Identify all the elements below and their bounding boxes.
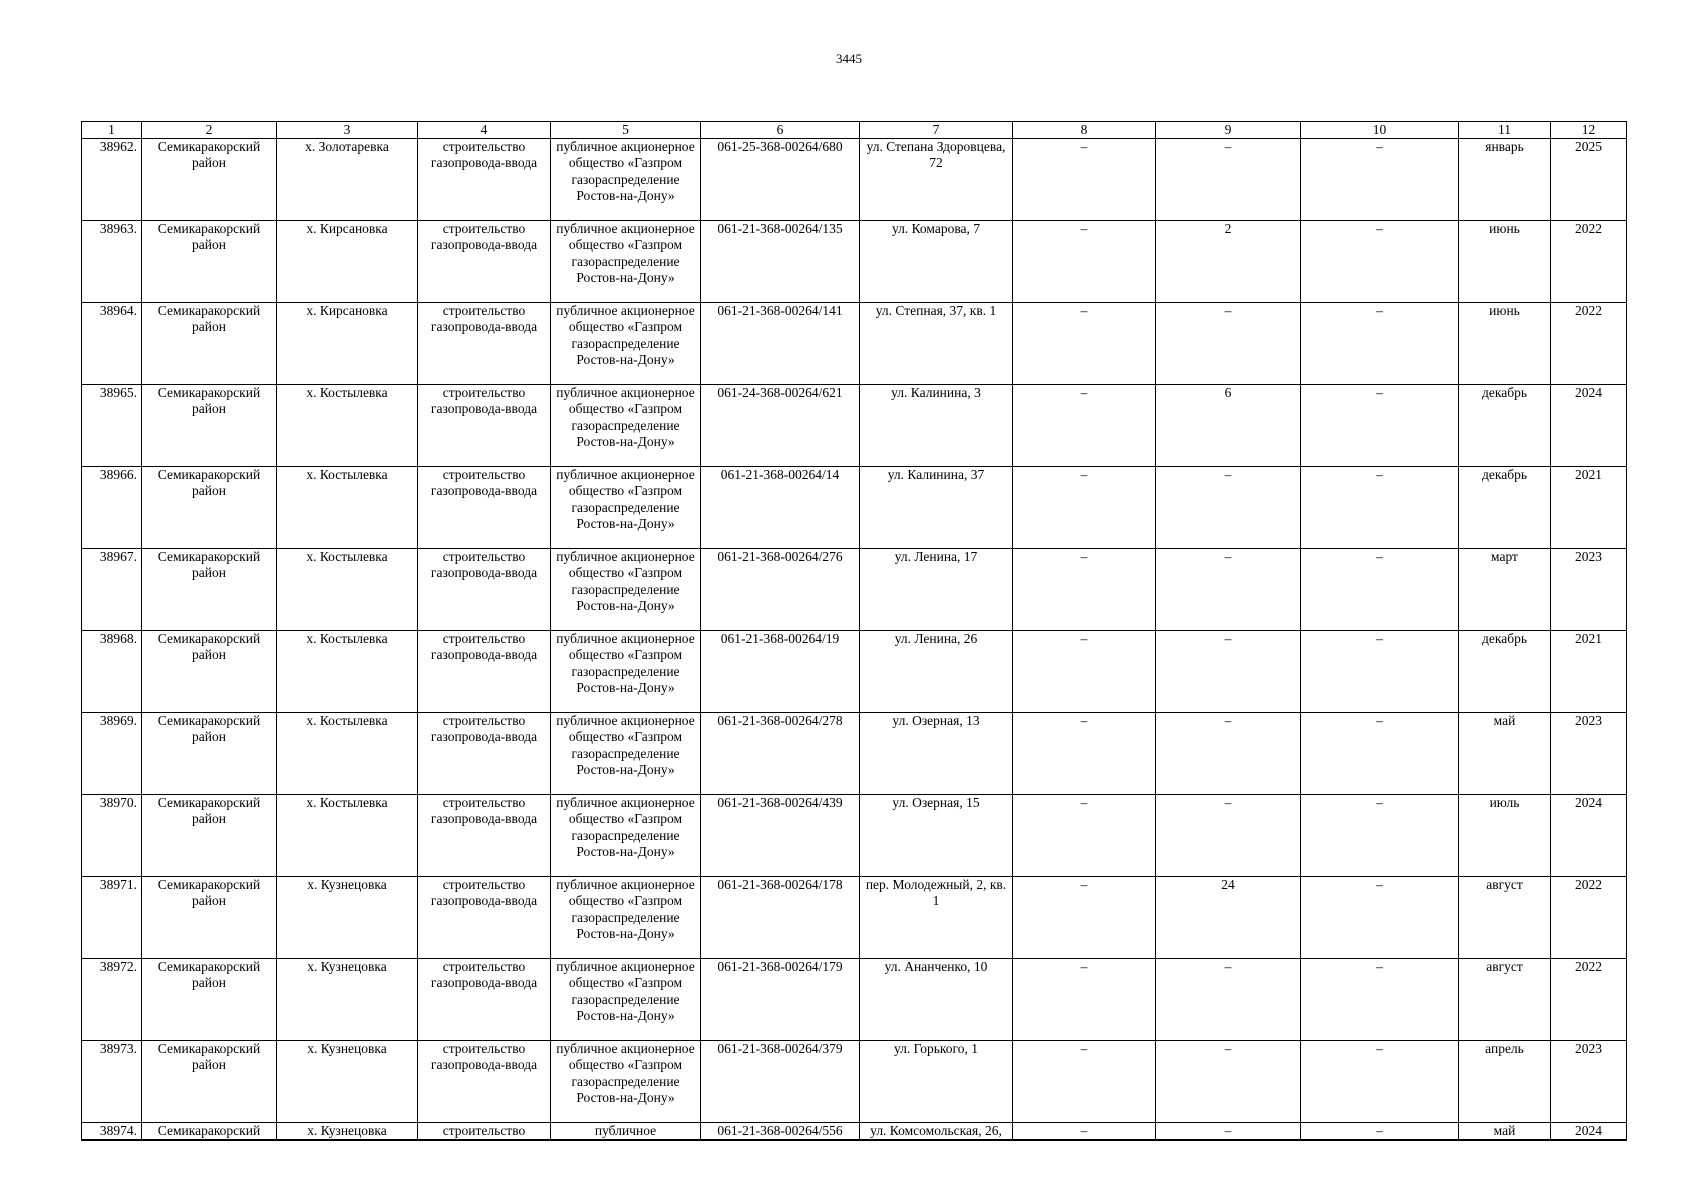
cell-address: пер. Молодежный, 2, кв. 1 [860, 877, 1013, 959]
registry-table [81, 121, 1627, 1141]
cell-address: ул. Ленина, 17 [860, 549, 1013, 631]
cell-district: Семикаракорский район [142, 1041, 277, 1123]
cell-settlement: х. Кузнецовка [277, 1123, 418, 1140]
table-row [82, 303, 1627, 385]
cell-address: ул. Ананченко, 10 [860, 959, 1013, 1041]
cell-registry-code: 061-24-368-00264/621 [701, 385, 860, 467]
cell-month: март [1459, 549, 1551, 631]
cell-row-number: 38974. [82, 1123, 142, 1140]
cell-value-8: – [1013, 877, 1156, 959]
cell-registry-code: 061-21-368-00264/439 [701, 795, 860, 877]
cell-value-8: – [1013, 303, 1156, 385]
cell-registry-code: 061-21-368-00264/14 [701, 467, 860, 549]
cell-value-9: 2 [1156, 221, 1301, 303]
cell-settlement: х. Золотаревка [277, 139, 418, 221]
cell-district: Семикаракорский район [142, 631, 277, 713]
column-number: 10 [1301, 122, 1459, 139]
cell-district: Семикаракорский [142, 1123, 277, 1140]
cell-organization: публичное акционерное общество «Газпром газораспределение Ростов-на-Дону» [551, 795, 701, 877]
cell-year: 2021 [1551, 631, 1627, 713]
cell-year: 2021 [1551, 467, 1627, 549]
cell-value-10: – [1301, 959, 1459, 1041]
table-row [82, 221, 1627, 303]
cell-value-10: – [1301, 139, 1459, 221]
cell-organization: публичное акционерное общество «Газпром газораспределение Ростов-на-Дону» [551, 139, 701, 221]
cell-work-type: строительство газопровода-ввода [418, 549, 551, 631]
cell-value-8: – [1013, 221, 1156, 303]
cell-value-10: – [1301, 877, 1459, 959]
cell-work-type: строительство газопровода-ввода [418, 467, 551, 549]
table-row [82, 713, 1627, 795]
cell-work-type: строительство газопровода-ввода [418, 877, 551, 959]
cell-month: декабрь [1459, 631, 1551, 713]
column-number: 12 [1551, 122, 1627, 139]
cell-district: Семикаракорский район [142, 139, 277, 221]
cell-month: декабрь [1459, 467, 1551, 549]
registry-table-body [82, 122, 1627, 1140]
cell-row-number: 38970. [82, 795, 142, 877]
cell-value-9: – [1156, 1123, 1301, 1140]
cell-settlement: х. Кузнецовка [277, 1041, 418, 1123]
cell-organization: публичное акционерное общество «Газпром газораспределение Ростов-на-Дону» [551, 959, 701, 1041]
cell-work-type: строительство газопровода-ввода [418, 221, 551, 303]
cell-settlement: х. Кирсановка [277, 221, 418, 303]
cell-work-type: строительство газопровода-ввода [418, 139, 551, 221]
cell-month: июнь [1459, 221, 1551, 303]
cell-organization: публичное акционерное общество «Газпром газораспределение Ростов-на-Дону» [551, 877, 701, 959]
cell-address: ул. Калинина, 3 [860, 385, 1013, 467]
cell-row-number: 38966. [82, 467, 142, 549]
cell-month: август [1459, 877, 1551, 959]
column-number: 6 [701, 122, 860, 139]
cell-value-10: – [1301, 385, 1459, 467]
cell-address: ул. Ленина, 26 [860, 631, 1013, 713]
cell-value-8: – [1013, 139, 1156, 221]
cell-district: Семикаракорский район [142, 795, 277, 877]
cell-value-8: – [1013, 385, 1156, 467]
cell-organization: публичное акционерное общество «Газпром газораспределение Ростов-на-Дону» [551, 303, 701, 385]
cell-address: ул. Горького, 1 [860, 1041, 1013, 1123]
cell-row-number: 38969. [82, 713, 142, 795]
cell-district: Семикаракорский район [142, 385, 277, 467]
cell-address: ул. Комарова, 7 [860, 221, 1013, 303]
cell-value-8: – [1013, 1123, 1156, 1140]
cell-registry-code: 061-21-368-00264/278 [701, 713, 860, 795]
cell-settlement: х. Костылевка [277, 467, 418, 549]
cell-organization: публичное акционерное общество «Газпром газораспределение Ростов-на-Дону» [551, 631, 701, 713]
cell-district: Семикаракорский район [142, 303, 277, 385]
cell-address: ул. Степная, 37, кв. 1 [860, 303, 1013, 385]
column-number: 11 [1459, 122, 1551, 139]
column-number: 4 [418, 122, 551, 139]
cell-year: 2023 [1551, 549, 1627, 631]
cell-registry-code: 061-21-368-00264/178 [701, 877, 860, 959]
cell-organization: публичное акционерное общество «Газпром газораспределение Ростов-на-Дону» [551, 713, 701, 795]
cell-work-type: строительство газопровода-ввода [418, 385, 551, 467]
cell-month: июнь [1459, 303, 1551, 385]
cell-row-number: 38964. [82, 303, 142, 385]
cell-value-9: – [1156, 549, 1301, 631]
cell-value-9: 6 [1156, 385, 1301, 467]
cell-registry-code: 061-21-368-00264/19 [701, 631, 860, 713]
cell-value-10: – [1301, 1041, 1459, 1123]
cell-value-9: – [1156, 631, 1301, 713]
cell-organization: публичное акционерное общество «Газпром газораспределение Ростов-на-Дону» [551, 549, 701, 631]
cell-district: Семикаракорский район [142, 467, 277, 549]
table-row [82, 139, 1627, 221]
cell-month: август [1459, 959, 1551, 1041]
cell-work-type: строительство газопровода-ввода [418, 959, 551, 1041]
cell-value-8: – [1013, 549, 1156, 631]
cell-value-8: – [1013, 467, 1156, 549]
cell-address: ул. Озерная, 15 [860, 795, 1013, 877]
cell-month: декабрь [1459, 385, 1551, 467]
cell-registry-code: 061-21-368-00264/135 [701, 221, 860, 303]
cell-settlement: х. Костылевка [277, 713, 418, 795]
cell-settlement: х. Костылевка [277, 795, 418, 877]
column-number: 2 [142, 122, 277, 139]
cell-value-9: – [1156, 795, 1301, 877]
table-row [82, 631, 1627, 713]
cell-organization: публичное акционерное общество «Газпром газораспределение Ростов-на-Дону» [551, 467, 701, 549]
cell-registry-code: 061-21-368-00264/379 [701, 1041, 860, 1123]
table-row [82, 1041, 1627, 1123]
column-number: 7 [860, 122, 1013, 139]
table-row [82, 385, 1627, 467]
cell-settlement: х. Кирсановка [277, 303, 418, 385]
cell-month: январь [1459, 139, 1551, 221]
cell-value-9: – [1156, 713, 1301, 795]
cell-district: Семикаракорский район [142, 959, 277, 1041]
cell-year: 2024 [1551, 1123, 1627, 1140]
cell-row-number: 38971. [82, 877, 142, 959]
cell-value-8: – [1013, 959, 1156, 1041]
cell-year: 2025 [1551, 139, 1627, 221]
cell-row-number: 38968. [82, 631, 142, 713]
cell-value-8: – [1013, 795, 1156, 877]
column-number-row [82, 122, 1627, 139]
cell-value-10: – [1301, 467, 1459, 549]
cell-organization: публичное [551, 1123, 701, 1140]
cell-district: Семикаракорский район [142, 713, 277, 795]
cell-value-9: – [1156, 959, 1301, 1041]
cell-registry-code: 061-21-368-00264/276 [701, 549, 860, 631]
cell-value-10: – [1301, 549, 1459, 631]
cell-month: май [1459, 1123, 1551, 1140]
cell-year: 2023 [1551, 1041, 1627, 1123]
column-number: 1 [82, 122, 142, 139]
cell-district: Семикаракорский район [142, 549, 277, 631]
cell-value-8: – [1013, 1041, 1156, 1123]
cell-value-9: – [1156, 303, 1301, 385]
cell-year: 2024 [1551, 795, 1627, 877]
table-row [82, 877, 1627, 959]
cell-address: ул. Озерная, 13 [860, 713, 1013, 795]
cell-district: Семикаракорский район [142, 221, 277, 303]
cell-address: ул. Степана Здоровцева, 72 [860, 139, 1013, 221]
cell-registry-code: 061-21-368-00264/141 [701, 303, 860, 385]
cell-registry-code: 061-25-368-00264/680 [701, 139, 860, 221]
table-row [82, 959, 1627, 1041]
cell-settlement: х. Кузнецовка [277, 959, 418, 1041]
cell-year: 2024 [1551, 385, 1627, 467]
cell-row-number: 38973. [82, 1041, 142, 1123]
cell-settlement: х. Кузнецовка [277, 877, 418, 959]
cell-row-number: 38965. [82, 385, 142, 467]
page-number: 3445 [836, 51, 862, 66]
cell-row-number: 38963. [82, 221, 142, 303]
cell-value-10: – [1301, 1123, 1459, 1140]
cell-row-number: 38967. [82, 549, 142, 631]
cell-organization: публичное акционерное общество «Газпром газораспределение Ростов-на-Дону» [551, 221, 701, 303]
cell-settlement: х. Костылевка [277, 385, 418, 467]
cell-month: апрель [1459, 1041, 1551, 1123]
table-row [82, 1123, 1627, 1140]
cell-value-10: – [1301, 303, 1459, 385]
column-number: 8 [1013, 122, 1156, 139]
cell-value-9: – [1156, 467, 1301, 549]
cell-registry-code: 061-21-368-00264/179 [701, 959, 860, 1041]
cell-settlement: х. Костылевка [277, 631, 418, 713]
cell-work-type: строительство газопровода-ввода [418, 631, 551, 713]
cell-value-8: – [1013, 631, 1156, 713]
cell-value-10: – [1301, 631, 1459, 713]
cell-work-type: строительство [418, 1123, 551, 1140]
cell-address: ул. Калинина, 37 [860, 467, 1013, 549]
cell-organization: публичное акционерное общество «Газпром газораспределение Ростов-на-Дону» [551, 385, 701, 467]
cell-month: май [1459, 713, 1551, 795]
cell-work-type: строительство газопровода-ввода [418, 713, 551, 795]
cell-settlement: х. Костылевка [277, 549, 418, 631]
column-number: 9 [1156, 122, 1301, 139]
cell-year: 2022 [1551, 221, 1627, 303]
cell-registry-code: 061-21-368-00264/556 [701, 1123, 860, 1140]
cell-work-type: строительство газопровода-ввода [418, 1041, 551, 1123]
cell-year: 2022 [1551, 877, 1627, 959]
cell-work-type: строительство газопровода-ввода [418, 795, 551, 877]
cell-value-9: – [1156, 139, 1301, 221]
table-row [82, 795, 1627, 877]
table-row [82, 549, 1627, 631]
cell-value-10: – [1301, 221, 1459, 303]
cell-value-10: – [1301, 795, 1459, 877]
cell-value-9: – [1156, 1041, 1301, 1123]
cell-row-number: 38972. [82, 959, 142, 1041]
column-number: 3 [277, 122, 418, 139]
cell-year: 2022 [1551, 303, 1627, 385]
cell-year: 2022 [1551, 959, 1627, 1041]
table-row [82, 467, 1627, 549]
cell-organization: публичное акционерное общество «Газпром газораспределение Ростов-на-Дону» [551, 1041, 701, 1123]
cell-address: ул. Комсомольская, 26, [860, 1123, 1013, 1140]
cell-month: июль [1459, 795, 1551, 877]
cell-year: 2023 [1551, 713, 1627, 795]
cell-row-number: 38962. [82, 139, 142, 221]
cell-value-8: – [1013, 713, 1156, 795]
cell-value-10: – [1301, 713, 1459, 795]
column-number: 5 [551, 122, 701, 139]
cell-value-9: 24 [1156, 877, 1301, 959]
cell-district: Семикаракорский район [142, 877, 277, 959]
cell-work-type: строительство газопровода-ввода [418, 303, 551, 385]
